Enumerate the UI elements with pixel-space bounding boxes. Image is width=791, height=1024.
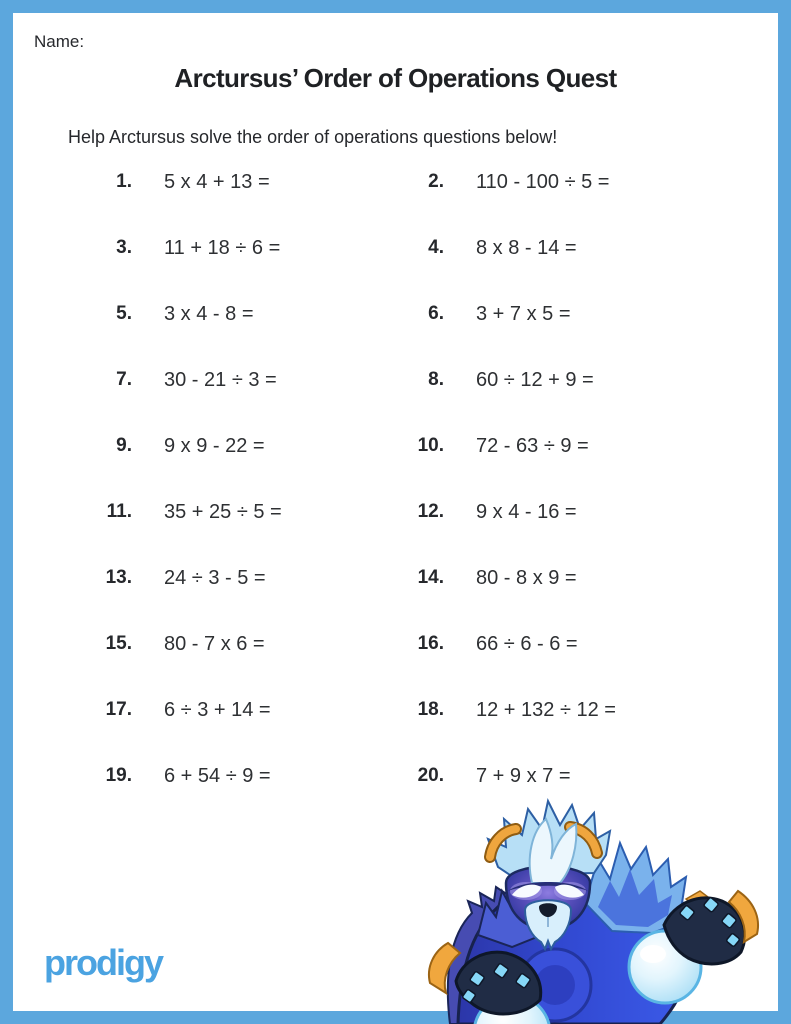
question-expression: 12 + 132 ÷ 12 = xyxy=(476,699,616,721)
question-expression: 35 + 25 ÷ 5 = xyxy=(164,501,282,523)
question-item xyxy=(88,368,388,434)
question-item xyxy=(400,302,730,368)
question-number: 12. xyxy=(417,501,444,522)
question-item xyxy=(400,236,730,302)
question-expression: 66 ÷ 6 - 6 = xyxy=(476,633,578,655)
question-item xyxy=(88,566,388,632)
question-expression: 9 x 9 - 22 = xyxy=(164,435,265,457)
question-number: 13. xyxy=(105,567,132,588)
question-expression: 110 - 100 ÷ 5 = xyxy=(476,171,610,193)
arctursus-bear-mascot-icon xyxy=(420,795,791,1024)
question-expression: 6 ÷ 3 + 14 = xyxy=(164,699,271,721)
question-item xyxy=(88,764,388,830)
question-number: 19. xyxy=(105,765,132,786)
question-expression: 9 x 4 - 16 = xyxy=(476,501,577,523)
question-number: 16. xyxy=(417,633,444,654)
question-number: 10. xyxy=(417,435,444,456)
question-number: 1. xyxy=(116,171,132,192)
question-number: 3. xyxy=(116,237,132,258)
question-item xyxy=(88,236,388,302)
question-number: 20. xyxy=(417,765,444,786)
page-title: Arctursus’ Order of Operations Quest xyxy=(174,63,617,93)
questions-column-right xyxy=(400,170,730,830)
question-number: 18. xyxy=(417,699,444,720)
question-item xyxy=(88,698,388,764)
question-item xyxy=(400,500,730,566)
question-number: 5. xyxy=(116,303,132,324)
question-expression: 7 + 9 x 7 = xyxy=(476,765,571,787)
question-number: 4. xyxy=(428,237,444,258)
question-expression: 80 - 8 x 9 = xyxy=(476,567,577,589)
question-item xyxy=(88,302,388,368)
question-item xyxy=(88,170,388,236)
question-item xyxy=(400,368,730,434)
question-expression: 60 ÷ 12 + 9 = xyxy=(476,369,594,391)
question-expression: 24 ÷ 3 - 5 = xyxy=(164,567,266,589)
question-number: 17. xyxy=(105,699,132,720)
question-expression: 72 - 63 ÷ 9 = xyxy=(476,435,589,457)
question-expression: 8 x 8 - 14 = xyxy=(476,237,577,259)
instruction-text: Help Arctursus solve the order of operations questions below! xyxy=(68,127,558,147)
question-expression: 30 - 21 ÷ 3 = xyxy=(164,369,277,391)
prodigy-logo: prodigy xyxy=(44,942,162,983)
question-number: 2. xyxy=(428,171,444,192)
question-number: 15. xyxy=(105,633,132,654)
question-item xyxy=(88,434,388,500)
question-expression: 3 + 7 x 5 = xyxy=(476,303,571,325)
question-item xyxy=(400,434,730,500)
question-number: 7. xyxy=(116,369,132,390)
question-item xyxy=(400,632,730,698)
question-expression: 3 x 4 - 8 = xyxy=(164,303,254,325)
question-number: 6. xyxy=(428,303,444,324)
question-item xyxy=(400,698,730,764)
question-number: 14. xyxy=(417,567,444,588)
name-label: Name: xyxy=(34,32,85,51)
question-expression: 80 - 7 x 6 = xyxy=(164,633,265,655)
question-number: 11. xyxy=(106,501,132,522)
question-number: 8. xyxy=(428,369,444,390)
question-item xyxy=(88,632,388,698)
question-expression: 5 x 4 + 13 = xyxy=(164,171,270,193)
question-expression: 6 + 54 ÷ 9 = xyxy=(164,765,271,787)
question-item xyxy=(400,170,730,236)
question-number: 9. xyxy=(116,435,132,456)
questions-column-left xyxy=(88,170,388,830)
question-item xyxy=(88,500,388,566)
question-item xyxy=(400,566,730,632)
question-expression: 11 + 18 ÷ 6 = xyxy=(164,237,281,259)
